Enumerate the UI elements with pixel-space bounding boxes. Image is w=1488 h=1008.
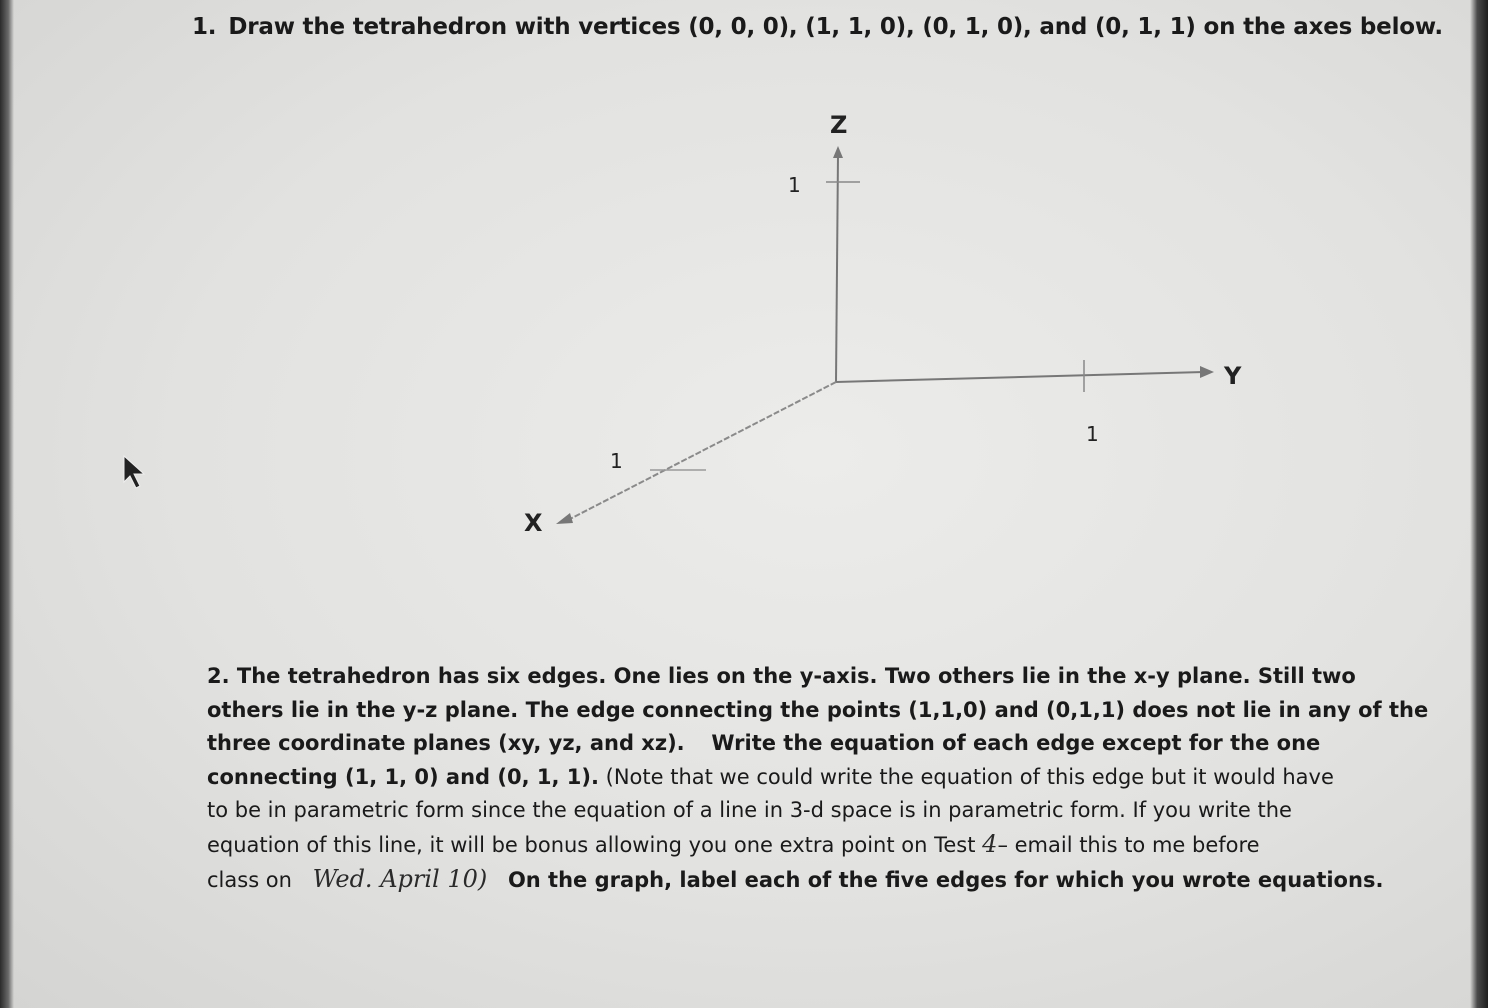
z-axis-arrow (833, 146, 843, 158)
question-2-line-3: three coordinate planes (xy, yz, and xz). Write the equation of each edge except for the one (207, 731, 1321, 756)
y-axis-label: Y (1224, 362, 1242, 390)
y-axis-arrow (1200, 366, 1214, 378)
x-axis-arrow (556, 513, 573, 524)
z-axis-label: Z (830, 111, 848, 139)
mouse-pointer-icon (122, 454, 148, 490)
question-1-text: Draw the tetrahedron with vertices (0, 0, 0), (1, 1, 0), (0, 1, 0), and (0, 1, 1) on the axes below. (228, 14, 1443, 40)
question-2-line-6: equation of this line, it will be bonus allowing you one extra point on Test 4– email this to me before (207, 829, 1260, 858)
question-2-line-5: to be in parametric form since the equation of a line in 3-d space is in parametric form. If you write the (207, 798, 1292, 823)
question-2-line-4: connecting (1, 1, 0) and (0, 1, 1). (Note that we could write the equation of this edge but it would have (207, 764, 1334, 789)
z-axis-line (836, 154, 838, 382)
question-2 (207, 660, 1429, 897)
x-axis-line (568, 382, 836, 520)
question-2-line-2: others lie in the y-z plane. The edge connecting the points (1,1,0) and (0,1,1) does not lie in any of the (207, 697, 1429, 722)
y-axis-line (836, 372, 1204, 382)
z-tick-label: 1 (788, 173, 801, 197)
question-2-line-1: 2. The tetrahedron has six edges. One lies on the y-axis. Two others lie in the x-y plane. Still two (207, 664, 1356, 688)
x-axis-label: X (524, 509, 543, 537)
y-tick-label: 1 (1086, 422, 1099, 446)
question-1-number: 1. (192, 14, 217, 40)
question-2-line-7: class on Wed. April 10) On the graph, label each of the five edges for which you wrote equations. (207, 864, 1384, 893)
x-tick-label: 1 (610, 449, 623, 473)
handwritten-date: Wed. April 10) (312, 864, 488, 893)
handwritten-test-number: 4 (982, 829, 998, 858)
